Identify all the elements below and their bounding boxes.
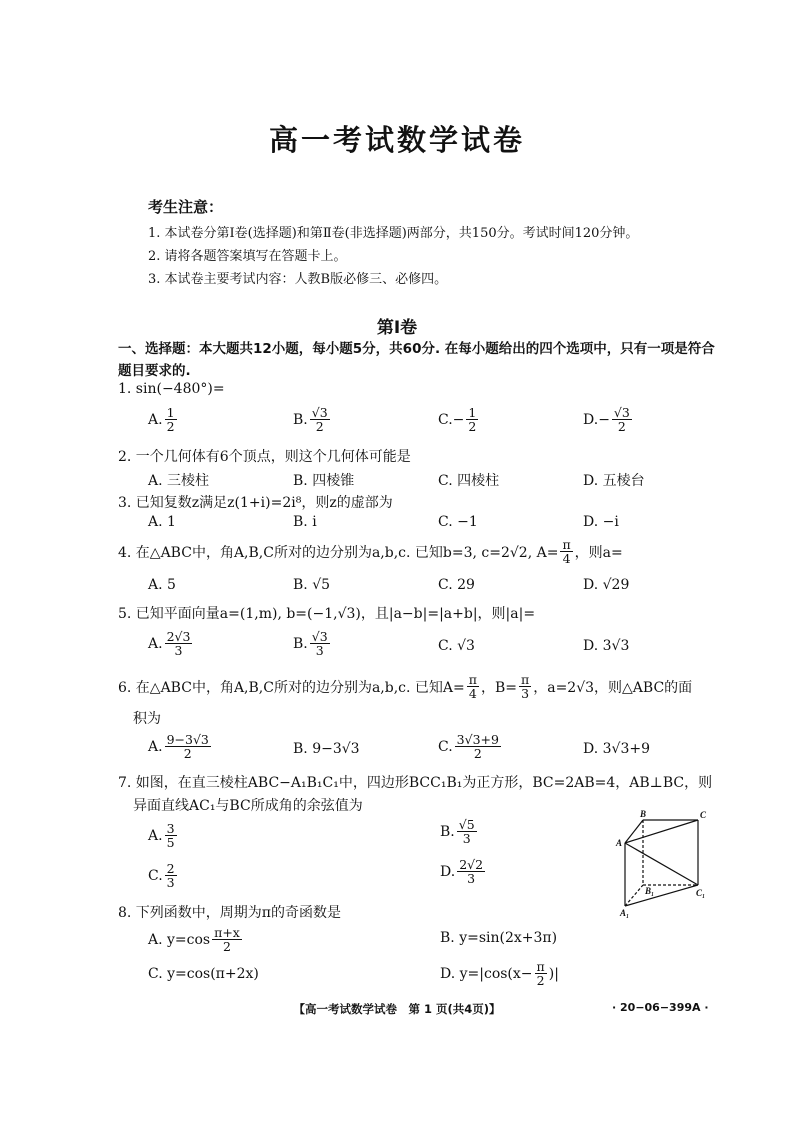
q6-option-c: C. $\frac{3√3+9}{2}$ — [438, 732, 499, 762]
q7-option-c: C. $\frac{2}{3}$ — [148, 861, 175, 891]
notice-line-2: 2. 请将各题答案填写在答题卡上。 — [148, 249, 347, 264]
q6-option-b: B. 9−3√3 — [293, 741, 360, 757]
edge-ac — [625, 820, 698, 843]
fraction: $\frac{2√3}{3}$ — [166, 629, 191, 659]
q1-option-a: A. $\frac{1}{2}$ — [148, 405, 175, 435]
fraction: $\frac{√3}{3}$ — [311, 629, 328, 659]
q7-option-a: A. $\frac{3}{5}$ — [148, 821, 175, 851]
q4-option-b: B. √5 — [293, 577, 331, 593]
fraction: $\frac{√3}{2}$ — [613, 405, 630, 435]
q8-option-a: A. y=cos $\frac{\pi+x}{2}$ — [148, 925, 240, 955]
label-a: A — [616, 838, 623, 848]
q8-option-d: D. y=|cos(x− $\frac{\pi}{2}$ )| — [440, 959, 559, 989]
fraction: $\frac{√3}{2}$ — [311, 405, 328, 435]
label-c: C — [700, 810, 707, 820]
label-c1: C₁ — [696, 888, 706, 898]
question-5-stem: 5. 已知平面向量a=(1,m), b=(−1,√3)，且|a−b|=|a+b|，则|a|= — [118, 606, 536, 622]
question-4-stem: 4. 在△ABC中，角A,B,C所对的边分别为a,b,c. 已知b=3, c=2√2, A= $\frac{\pi}{4}$ ，则a= — [118, 537, 623, 567]
q6-option-a: A. $\frac{9-3√3}{2}$ — [148, 732, 209, 762]
q7-option-b: B. $\frac{√5}{3}$ — [440, 817, 475, 847]
fraction: $\frac{2√2}{3}$ — [459, 857, 484, 887]
q6-option-d: D. 3√3+9 — [583, 741, 650, 757]
fraction: $\frac{2}{3}$ — [166, 861, 175, 891]
exam-code: · 20−06−399A · — [612, 1001, 709, 1014]
fraction: $\frac{\pi}{3}$ — [521, 672, 530, 702]
notice-line-1: 1. 本试卷分第Ⅰ卷(选择题)和第Ⅱ卷(非选择题)两部分，共150分。考试时间120分钟。 — [148, 226, 639, 241]
q3-option-c: C. −1 — [438, 514, 478, 530]
q3-option-d: D. −i — [583, 514, 619, 530]
diagonal-ac1 — [625, 843, 698, 885]
question-1-stem: 1. sin(−480°)= — [118, 381, 225, 397]
notice-line-3: 3. 本试卷主要考试内容：人教B版必修三、必修四。 — [148, 272, 448, 287]
q8-option-b: B. y=sin(2x+3π) — [440, 930, 558, 946]
fraction: $\frac{3√3+9}{2}$ — [456, 732, 499, 762]
fraction: $\frac{3}{5}$ — [166, 821, 175, 851]
section-title: 第Ⅰ卷 — [376, 318, 418, 338]
fraction: $\frac{\pi+x}{2}$ — [214, 925, 240, 955]
fraction: $\frac{9-3√3}{2}$ — [166, 732, 209, 762]
fraction: $\frac{\pi}{4}$ — [562, 537, 571, 567]
question-7-stem: 7. 如图，在直三棱柱ABC−A₁B₁C₁中，四边形BCC₁B₁为正方形，BC=2AB=4，AB⊥BC，则 — [118, 775, 713, 791]
q8-option-c: C. y=cos(π+2x) — [148, 966, 259, 982]
label-b1: B₁ — [645, 886, 655, 896]
fraction: $\frac{1}{2}$ — [166, 405, 175, 435]
q1-option-c: C. − $\frac{1}{2}$ — [438, 405, 477, 435]
page-footer: 【高一考试数学试卷 第 1 页(共4页)】 — [293, 1002, 501, 1016]
question-2-stem: 2. 一个几何体有6个顶点，则这个几何体可能是 — [118, 449, 411, 465]
notice-heading: 考生注意： — [148, 198, 224, 216]
question-6-continuation: 积为 — [133, 711, 161, 727]
q5-option-c: C. √3 — [438, 638, 475, 654]
question-3-stem: 3. 已知复数z满足z(1+i)=2i⁸，则z的虚部为 — [118, 495, 393, 511]
q3-option-b: B. i — [293, 514, 317, 530]
question-7-continuation: 异面直线AC₁与BC所成角的余弦值为 — [133, 798, 363, 814]
question-8-stem: 8. 下列函数中，周期为π的奇函数是 — [118, 905, 342, 921]
q4-option-d: D. √29 — [583, 577, 630, 593]
q7-option-d: D. $\frac{2√2}{3}$ — [440, 857, 484, 887]
exam-title: 高一考试数学试卷 — [268, 123, 525, 157]
q5-option-d: D. 3√3 — [583, 638, 630, 654]
label-a1: A₁ — [620, 908, 630, 918]
q4-option-c: C. 29 — [438, 577, 475, 593]
fraction: $\frac{1}{2}$ — [468, 405, 477, 435]
q5-option-b: B. $\frac{√3}{3}$ — [293, 629, 328, 659]
prism-diagram — [612, 808, 712, 920]
q1-option-d: D. − $\frac{√3}{2}$ — [583, 405, 630, 435]
q4-option-a: A. 5 — [148, 577, 176, 593]
edge-a1c1 — [625, 885, 698, 906]
q3-option-a: A. 1 — [148, 514, 176, 530]
q2-option-d: D. 五棱台 — [583, 473, 645, 489]
label-b: B — [640, 809, 647, 819]
fraction: $\frac{\pi}{2}$ — [536, 959, 545, 989]
section-instruction: 一、选择题：本大题共12小题，每小题5分，共60分. 在每小题给出的四个选项中，只有一项是符合题目要求的. — [118, 341, 715, 379]
fraction: $\frac{√5}{3}$ — [458, 817, 475, 847]
q1-option-b: B. $\frac{√3}{2}$ — [293, 405, 328, 435]
question-6-stem: 6. 在△ABC中，角A,B,C所对的边分别为a,b,c. 已知A= $\frac{\pi}{4}$ ，B= $\frac{\pi}{3}$ ，a=2√3，则△ABC的面 — [118, 672, 693, 702]
q2-option-a: A. 三棱柱 — [148, 473, 210, 489]
q5-option-a: A. $\frac{2√3}{3}$ — [148, 629, 191, 659]
q2-option-b: B. 四棱锥 — [293, 473, 355, 489]
fraction: $\frac{\pi}{4}$ — [468, 672, 477, 702]
q2-option-c: C. 四棱柱 — [438, 473, 500, 489]
